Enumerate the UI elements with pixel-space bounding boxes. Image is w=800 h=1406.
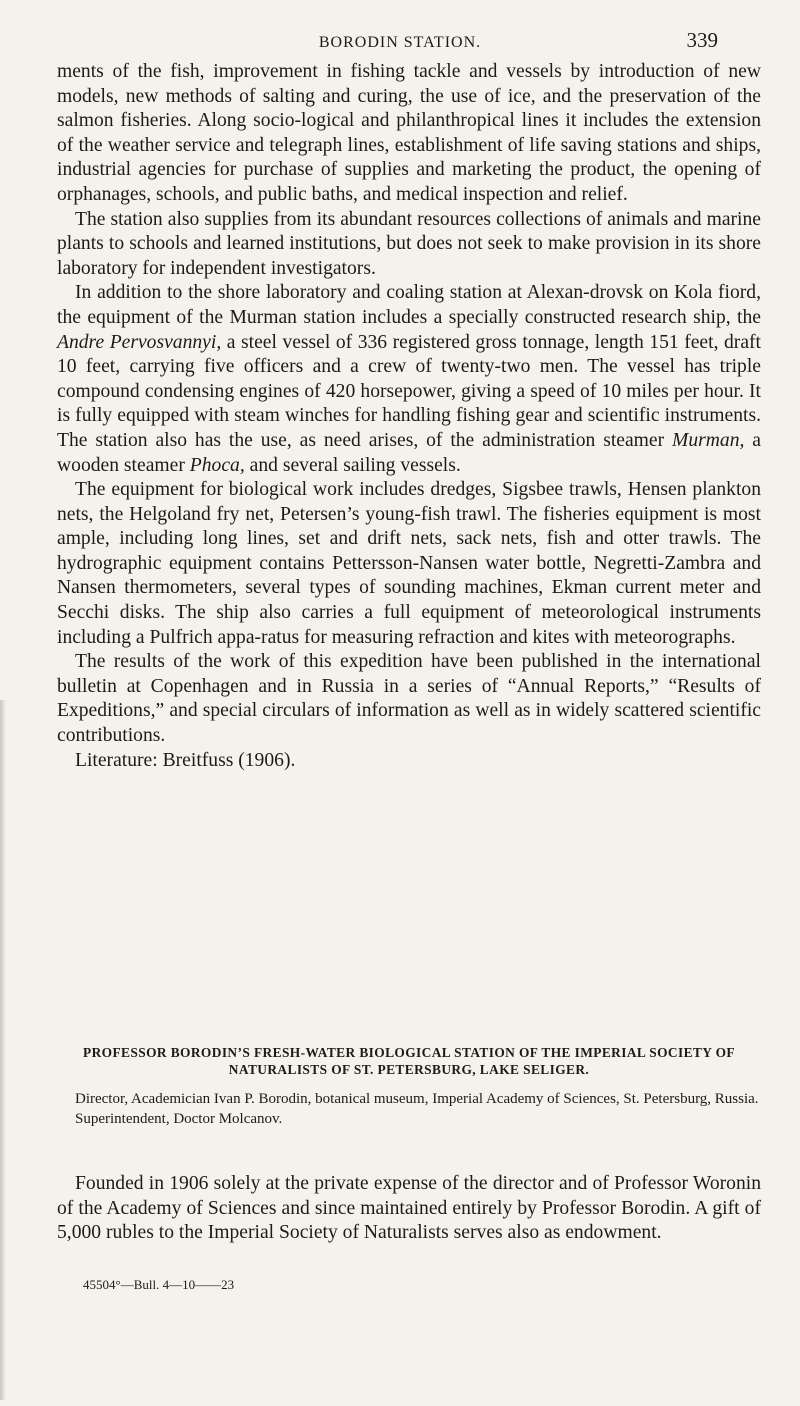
founding-section <box>57 1172 761 1246</box>
steamer-name: Murman, <box>672 429 745 451</box>
steamer2-name: Phoca, <box>189 454 245 476</box>
page-edge-shadow <box>0 700 6 1400</box>
page-header <box>0 28 800 52</box>
page-number: 339 <box>686 28 718 52</box>
print-mark: 45504°—Bull. 4—10——23 <box>83 1277 235 1292</box>
ship-name: Andre Pervosvannyi, <box>57 331 222 353</box>
staff-list <box>57 1090 761 1129</box>
running-head: BORODIN STATION. <box>318 34 482 51</box>
paragraph-founding: Founded in 1906 solely at the private expense of the director and of Professor Woronin of the Academy of Sciences and since maintained entirely by Professor Borodin. A gift of 5,000 rubles to the Imperial Society of Naturalists serves also as endowment. <box>57 1173 761 1244</box>
paragraph-fisheries: ments of the fish, improvement in fishing tackle and vessels by introduction of new models, new methods of salting and curing, the use of ice, and the preservation of the salmon fisheries. Along socio-logical and philanthropical lines it includes the extension of the weather service and telegraph lines, establishment of life saving stations and ships, industrial agencies for purchase of supplies and marketing the product, the opening of orphanages, schools, and public baths, and medical inspection and relief. <box>57 61 761 205</box>
equipment-text-1: In addition to the shore laboratory and coaling station at Alexan-drovsk on Kola fiord, the equipment of the Murman station includes a specially constructed research ship, the <box>57 282 761 328</box>
paragraph-results: The results of the work of this expedition have been published in the international bulletin at Copenhagen and in Russia in a series of “Annual Reports,” “Results of Expeditions,” and special circulars of information as well as in widely scattered scientific contributions. <box>57 651 761 747</box>
paragraph-biological-equipment: The equipment for biological work includes dredges, Sigsbee trawls, Hensen plankton nets, the Helgoland fry net, Petersen’s young-fish trawl. The fisheries equipment is most ample, including long lines, set and drift nets, sack nets, fish and otter trawls. The hydrographic equipment contains Pettersson-Nansen water bottle, Negretti-Zambra and Nansen thermometers, several types of sounding machines, Ekman current meter and Secchi disks. The ship also carries a full equipment of meteorological instruments including a Pulfrich appa-ratus for measuring refraction and kites with meteorographs. <box>57 479 761 648</box>
staff-director: Director, Academician Ivan P. Borodin, botanical museum, Imperial Academy of Sciences, St. Petersburg, Russia. <box>75 1091 759 1107</box>
body-text <box>57 60 761 773</box>
equipment-text-4: and several sailing vessels. <box>244 454 461 476</box>
literature-reference: Literature: Breitfuss (1906). <box>75 749 296 771</box>
paragraph-collections: The station also supplies from its abundant resources collections of animals and marine plants to schools and learned institutions, but does not seek to make provision in its shore laboratory for independent investigators. <box>57 208 761 279</box>
staff-superintendent: Superintendent, Doctor Molcanov. <box>75 1110 283 1127</box>
section-heading: PROFESSOR BORODIN’S FRESH-WATER BIOLOGICAL STATION OF THE IMPERIAL SOCIETY OF NATURALISTS OF ST. PETERSBURG, LAKE SELIGER. <box>83 1045 735 1077</box>
equipment-text-3: a wooden steamer <box>57 429 761 476</box>
equipment-text-2: a steel vessel of 336 registered gross tonnage, length 151 feet, draft 10 feet, carrying five officers and a crew of twenty-two men. The vessel has triple compound condensing engines of 420 horsepower, giving a speed of 10 miles per hour. It is fully equipped with steam winches for handling fishing gear and scientific instruments. The station also has the use, as need arises, of the administration steamer <box>57 331 761 451</box>
paragraph-equipment <box>57 281 761 478</box>
